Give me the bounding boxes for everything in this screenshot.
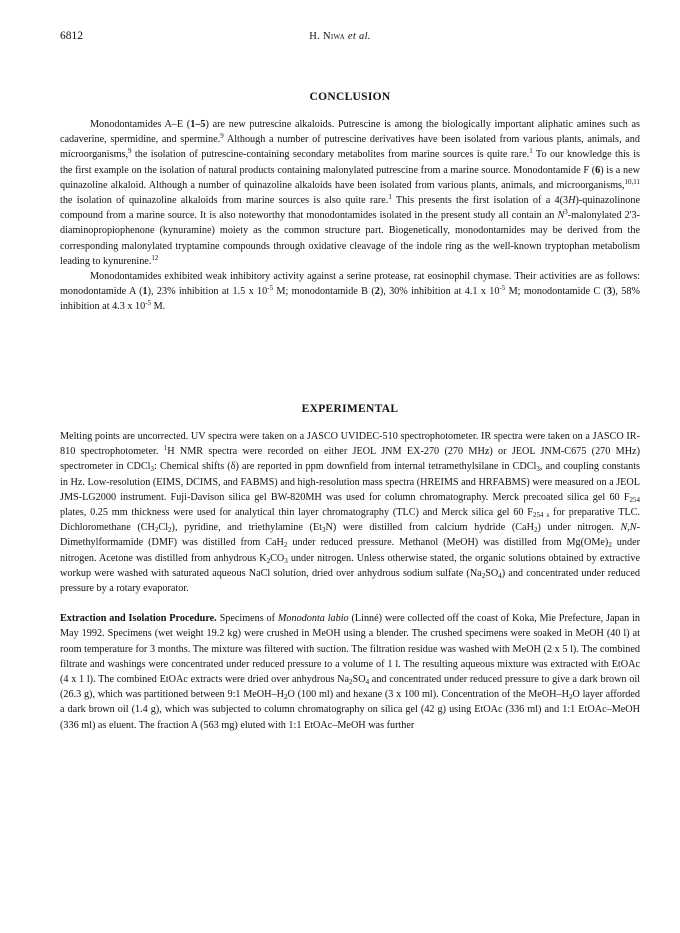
experimental-section xyxy=(60,403,640,733)
subsection-heading-extraction: Extraction and Isolation Procedure. xyxy=(60,613,217,625)
section-heading-conclusion: CONCLUSION xyxy=(309,91,391,103)
et-al: et al. xyxy=(345,31,371,42)
conclusion-paragraph-2: Monodontamides exhibited weak inhibitory activity against a serine protease, rat eosinophil chymase. Their activities are as follows: monodontamide A (1), 23% inhibition at 1.5 x $10^{-5}$ M; monodontamide B (2), 30% inhibition at 4.1 x $10^{-5}$ M; monodontamide C (3), 58% inhibition at 4.3 x $10^{-5}$ M. xyxy=(60,271,640,313)
conclusion-section xyxy=(60,91,640,315)
experimental-paragraph-extraction: Extraction and Isolation Procedure. Specimens of Monodonta labio (Linné) were collected off the coast of Koka, Mie Prefecture, Japan in May 1992. Specimens (wet weight 19.2 kg) were crushed in MeOH using a blender. The crushed specimens were soaked in MeOH (40 l) at room temperature for 3 months. The mixture was filtered with suction. The filtration residue was washed with MeOH (2 x 5 l). The combined filtrate and washings were concentrated under reduced pressure to a volume of 1 l. The resulting aqueous mixture was extracted with EtOAc (4 x 1 l). The combined EtOAc extracts were dried over anhydrous $Na_2SO_4$ and concentrated under reduced pressure to give a dark brown oil (26.3 g), which was partitioned between 9:1 MeOH–$H_2O$ (100 ml) and hexane (3 x 100 ml). Concentration of the MeOH–$H_2O$ layer afforded a dark brown oil (1.4 g), which was subjected to column chromatography on silica gel (42 g) using EtOAc (336 ml) and 1:1 EtOAc–MeOH (336 ml) as eluent. The fraction A (563 mg) eluted with 1:1 EtOAc–MeOH was further xyxy=(60,613,641,731)
author-initial: H. xyxy=(309,31,323,42)
author-name: Niwa xyxy=(323,31,345,42)
conclusion-paragraph-1: Monodontamides A–E (1–5) are new putrescine alkaloids. Putrescine is among the biologically important aliphatic amines such as cadaverine, spermidine, and spermine.$^9$ Although a number of putrescine derivatives have been isolated from various plants, animals, and microorganisms,$^9$ the isolation of putrescine-containing secondary metabolites from marine sources is quite rare.$^1$ To our knowledge this is the first example on the isolation of natural products containing malonylated putrescine from a marine source. Monodontamide F (6) is a new quinazoline alkaloid. Although a number of quinazoline alkaloids have been isolated from various plants, animals, and microorganisms,$^{10,11}$ the isolation of quinazoline alkaloids from marine sources is also quite rare.$^1$ This presents the first isolation of a 4(3H)-quinazolinone compound from a marine source. It is also noteworthy that monodontamides isolated in the present study all contain an $N^3$-malonylated 2'3-diaminopropiophenone (kynuramine) moiety as the common structure part. Biogenetically, monodontamides may be derived from the corresponding malonylated tryptamine compounds through oxidative cleavage of the indole ring as the well-known tryptophan metabolism leading to kynurenine.$^{12}$ xyxy=(60,119,641,267)
species-name: Monodonta labio xyxy=(277,613,349,625)
page-number: 6812 xyxy=(60,30,83,42)
running-header xyxy=(0,31,680,42)
section-heading-experimental: EXPERIMENTAL xyxy=(301,403,399,415)
experimental-paragraph-general: Melting points are uncorrected. UV spectra were taken on a JASCO UVIDEC-510 spectrophotometer. IR spectra were taken on a JASCO IR-810 spectrophotometer. $^1$H NMR spectra were recorded on either JEOL JNM EX-270 (270 MHz) or JEOL JNM-C675 (270 MHz) spectrometer in CDCl$_3$: Chemical shifts (δ) are reported in ppm downfield from internal tetramethylsilane in CDCl$_3$, and coupling constants in Hz. Low-resolution (EIMS, DCIMS, and FABMS) and high-resolution mass spectra (HREIMS and HRFABMS) were measured on a JEOL JMS-LG2000 instrument. Fuji-Davison silica gel BW-820MH was used for column chromatography. Merck precoated silica gel 60 $F_{254}$ plates, 0.25 mm thickness were used for analytical thin layer chromatography (TLC) and Merck silica gel 60 $F_{254 s}$ for preparative TLC. Dichloromethane $(CH_2Cl_2)$, pyridine, and triethylamine $(Et_3N)$ were distilled from calcium hydride (CaH$_2$) under nitrogen. N,N-Dimethylformamide (DMF) was distilled from CaH$_2$ under reduced pressure. Methanol (MeOH) was distilled from $Mg(OMe)_2$ under nitrogen. Acetone was distilled from anhydrous $K_2CO_3$ under nitrogen. Unless otherwise stated, the organic solutions obtained by extractive workup were washed with saturated aqueous NaCl solution, dried over anhydrous sodium sulfate $(Na_2SO_4)$ and concentrated under reduced pressure by a rotary evaporator. xyxy=(60,431,641,595)
